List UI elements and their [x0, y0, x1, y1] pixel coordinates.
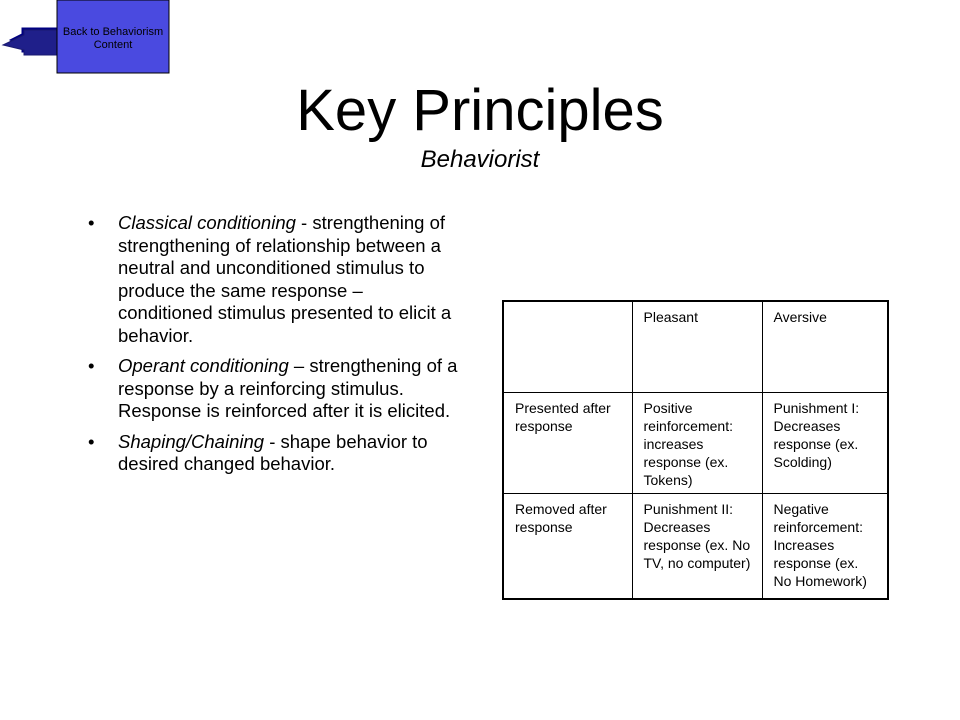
table-cell: Punishment I: Decreases response (ex. Scolding)	[762, 393, 888, 494]
bullet-item	[82, 355, 462, 423]
bullet-term: Shaping/Chaining	[118, 430, 265, 452]
bullet-separator: -	[264, 430, 281, 452]
bullet-text: strengthening of a response by a reinforcing stimulus. Response is reinforced after it is elicited.	[118, 355, 458, 421]
bullet-text: strengthening of strengthening of relationship between a neutral and unconditioned stimulus to produce the same response – conditioned stimulus presented to elicit a behavior.	[118, 212, 452, 346]
table-cell: Pleasant	[632, 301, 762, 393]
table-row	[503, 301, 888, 393]
bullet-item	[82, 212, 462, 347]
bullet-separator: –	[288, 355, 310, 376]
slide-subtitle: Behaviorist	[420, 146, 540, 173]
bullet-item	[82, 431, 462, 476]
reinforcement-punishment-table	[502, 300, 889, 600]
bullet-text: shape behavior to desired changed behavior.	[118, 430, 428, 474]
principles-bullet-list	[82, 212, 462, 484]
bullet-separator: -	[295, 212, 313, 233]
back-to-behaviorism-button[interactable]	[0, 0, 172, 76]
bullet-term: Classical conditioning	[118, 212, 296, 233]
back-button-label: Back to Behaviorism Content	[62, 26, 164, 51]
table-row	[503, 393, 888, 494]
table-cell: Positive reinforcement: increases response (ex. Tokens)	[632, 393, 762, 494]
table-cell: Presented after response	[503, 393, 632, 494]
slide-title: Key Principles	[296, 78, 664, 143]
table-cell	[503, 301, 632, 393]
table-cell: Punishment II: Decreases response (ex. No TV, no computer)	[632, 494, 762, 600]
bullet-term: Operant conditioning	[118, 355, 289, 376]
table-cell: Aversive	[762, 301, 888, 393]
table-row	[503, 494, 888, 600]
table-cell: Removed after response	[503, 494, 632, 600]
table-cell: Negative reinforcement: Increases response (ex. No Homework)	[762, 494, 888, 600]
